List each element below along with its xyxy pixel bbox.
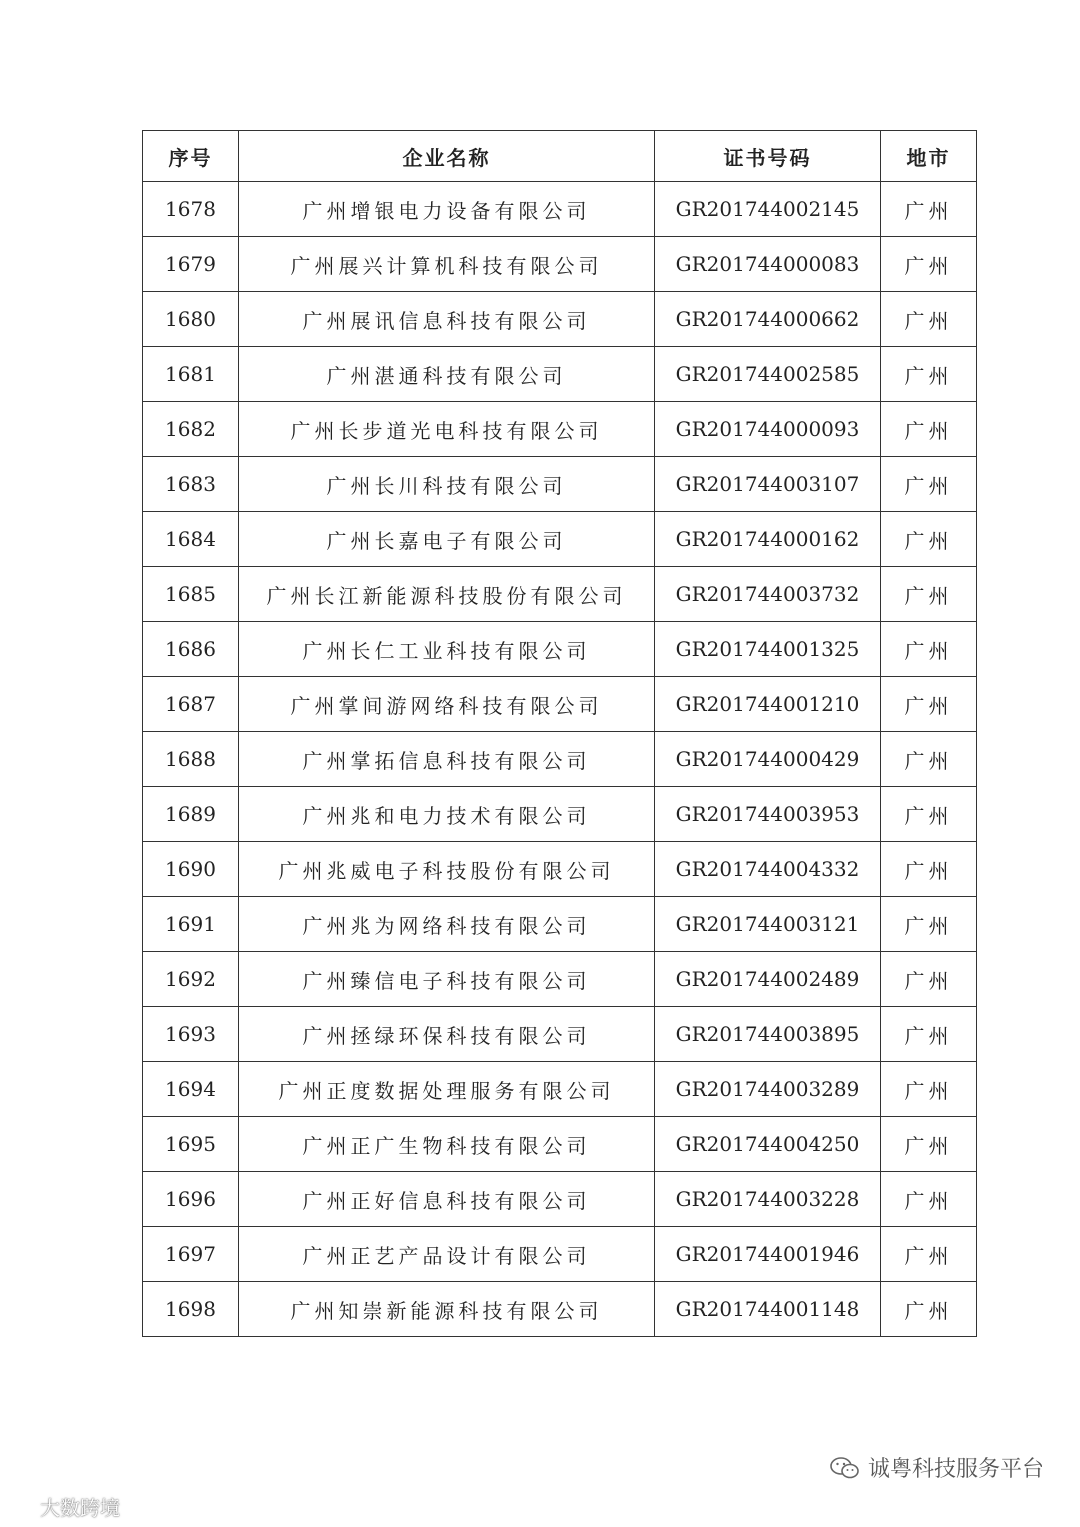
- certificate-table: [142, 130, 977, 1337]
- city-cell: 广州: [881, 897, 977, 952]
- company-name-cell: 广州拯绿环保科技有限公司: [239, 1007, 655, 1062]
- certificate-number-cell: GR201744003228: [655, 1172, 881, 1227]
- company-name-cell: 广州正度数据处理服务有限公司: [239, 1062, 655, 1117]
- certificate-number-cell: GR201744003289: [655, 1062, 881, 1117]
- serial-cell: 1695: [143, 1117, 239, 1172]
- table-body: [143, 182, 977, 1337]
- certificate-number-cell: GR201744003953: [655, 787, 881, 842]
- company-name-cell: 广州长江新能源科技股份有限公司: [239, 567, 655, 622]
- company-name-cell: 广州正好信息科技有限公司: [239, 1172, 655, 1227]
- weibo-account-name: 大数跨境: [40, 1496, 120, 1520]
- wechat-icon: [830, 1456, 860, 1480]
- company-name-cell: 广州兆为网络科技有限公司: [239, 897, 655, 952]
- certificate-number-cell: GR201744000429: [655, 732, 881, 787]
- table-row: [143, 1172, 977, 1227]
- table-row: [143, 787, 977, 842]
- table-row: [143, 457, 977, 512]
- company-name-cell: 广州湛通科技有限公司: [239, 347, 655, 402]
- company-name-cell: 广州兆和电力技术有限公司: [239, 787, 655, 842]
- company-name-cell: 广州长步道光电科技有限公司: [239, 402, 655, 457]
- table-row: [143, 347, 977, 402]
- serial-cell: 1678: [143, 182, 239, 237]
- city-cell: 广州: [881, 567, 977, 622]
- certificate-number-cell: GR201744001325: [655, 622, 881, 677]
- serial-cell: 1681: [143, 347, 239, 402]
- city-cell: 广州: [881, 512, 977, 567]
- table-row: [143, 897, 977, 952]
- city-cell: 广州: [881, 1227, 977, 1282]
- certificate-number-cell: GR201744000662: [655, 292, 881, 347]
- weibo-watermark: [6, 1492, 120, 1521]
- company-name-cell: 广州增银电力设备有限公司: [239, 182, 655, 237]
- company-name-cell: 广州掌间游网络科技有限公司: [239, 677, 655, 732]
- certificate-number-cell: GR201744001148: [655, 1282, 881, 1337]
- city-cell: 广州: [881, 1282, 977, 1337]
- certificate-number-cell: GR201744000162: [655, 512, 881, 567]
- table-row: [143, 402, 977, 457]
- city-cell: 广州: [881, 457, 977, 512]
- table-row: [143, 677, 977, 732]
- city-cell: 广州: [881, 1117, 977, 1172]
- serial-cell: 1689: [143, 787, 239, 842]
- certificate-number-cell: GR201744003732: [655, 567, 881, 622]
- serial-cell: 1696: [143, 1172, 239, 1227]
- serial-cell: 1694: [143, 1062, 239, 1117]
- city-cell: 广州: [881, 292, 977, 347]
- company-name-cell: 广州掌拓信息科技有限公司: [239, 732, 655, 787]
- serial-cell: 1692: [143, 952, 239, 1007]
- table-row: [143, 732, 977, 787]
- table-row: [143, 1282, 977, 1337]
- table-row: [143, 1062, 977, 1117]
- city-cell: 广州: [881, 952, 977, 1007]
- serial-cell: 1685: [143, 567, 239, 622]
- city-cell: 广州: [881, 622, 977, 677]
- company-name-cell: 广州知崇新能源科技有限公司: [239, 1282, 655, 1337]
- header-certificate-number: 证书号码: [655, 131, 881, 182]
- serial-cell: 1687: [143, 677, 239, 732]
- company-name-cell: 广州长川科技有限公司: [239, 457, 655, 512]
- city-cell: 广州: [881, 237, 977, 292]
- company-name-cell: 广州展兴计算机科技有限公司: [239, 237, 655, 292]
- header-company-name: 企业名称: [239, 131, 655, 182]
- table-row: [143, 512, 977, 567]
- company-name-cell: 广州兆威电子科技股份有限公司: [239, 842, 655, 897]
- company-name-cell: 广州长嘉电子有限公司: [239, 512, 655, 567]
- city-cell: 广州: [881, 347, 977, 402]
- company-name-cell: 广州正艺产品设计有限公司: [239, 1227, 655, 1282]
- table-row: [143, 1117, 977, 1172]
- city-cell: 广州: [881, 732, 977, 787]
- certificate-number-cell: GR201744001210: [655, 677, 881, 732]
- table-row: [143, 842, 977, 897]
- table-row: [143, 237, 977, 292]
- city-cell: 广州: [881, 402, 977, 457]
- certificate-number-cell: GR201744000093: [655, 402, 881, 457]
- table-row: [143, 1007, 977, 1062]
- table-row: [143, 1227, 977, 1282]
- serial-cell: 1680: [143, 292, 239, 347]
- city-cell: 广州: [881, 842, 977, 897]
- serial-cell: 1679: [143, 237, 239, 292]
- certificate-number-cell: GR201744003107: [655, 457, 881, 512]
- table-row: [143, 182, 977, 237]
- certificate-number-cell: GR201744001946: [655, 1227, 881, 1282]
- header-city: 地市: [881, 131, 977, 182]
- serial-cell: 1688: [143, 732, 239, 787]
- serial-cell: 1691: [143, 897, 239, 952]
- company-name-cell: 广州展讯信息科技有限公司: [239, 292, 655, 347]
- city-cell: 广州: [881, 677, 977, 732]
- company-name-cell: 广州臻信电子科技有限公司: [239, 952, 655, 1007]
- certificate-number-cell: GR201744004250: [655, 1117, 881, 1172]
- certificate-number-cell: GR201744003121: [655, 897, 881, 952]
- serial-cell: 1686: [143, 622, 239, 677]
- city-cell: 广州: [881, 1172, 977, 1227]
- table-row: [143, 567, 977, 622]
- serial-cell: 1693: [143, 1007, 239, 1062]
- certificate-number-cell: GR201744002145: [655, 182, 881, 237]
- wechat-watermark: [830, 1452, 1044, 1483]
- serial-cell: 1697: [143, 1227, 239, 1282]
- weibo-icon: [6, 1495, 36, 1519]
- serial-cell: 1682: [143, 402, 239, 457]
- city-cell: 广州: [881, 182, 977, 237]
- city-cell: 广州: [881, 1007, 977, 1062]
- certificate-number-cell: GR201744003895: [655, 1007, 881, 1062]
- serial-cell: 1683: [143, 457, 239, 512]
- certificate-number-cell: GR201744000083: [655, 237, 881, 292]
- table-header-row: [143, 131, 977, 182]
- city-cell: 广州: [881, 1062, 977, 1117]
- serial-cell: 1698: [143, 1282, 239, 1337]
- serial-cell: 1684: [143, 512, 239, 567]
- certificate-number-cell: GR201744004332: [655, 842, 881, 897]
- company-name-cell: 广州长仁工业科技有限公司: [239, 622, 655, 677]
- company-name-cell: 广州正广生物科技有限公司: [239, 1117, 655, 1172]
- serial-cell: 1690: [143, 842, 239, 897]
- wechat-account-name: 诚粤科技服务平台: [867, 1457, 1044, 1482]
- certificate-number-cell: GR201744002585: [655, 347, 881, 402]
- table-row: [143, 622, 977, 677]
- table-row: [143, 292, 977, 347]
- certificate-number-cell: GR201744002489: [655, 952, 881, 1007]
- city-cell: 广州: [881, 787, 977, 842]
- table-row: [143, 952, 977, 1007]
- header-serial: 序号: [143, 131, 239, 182]
